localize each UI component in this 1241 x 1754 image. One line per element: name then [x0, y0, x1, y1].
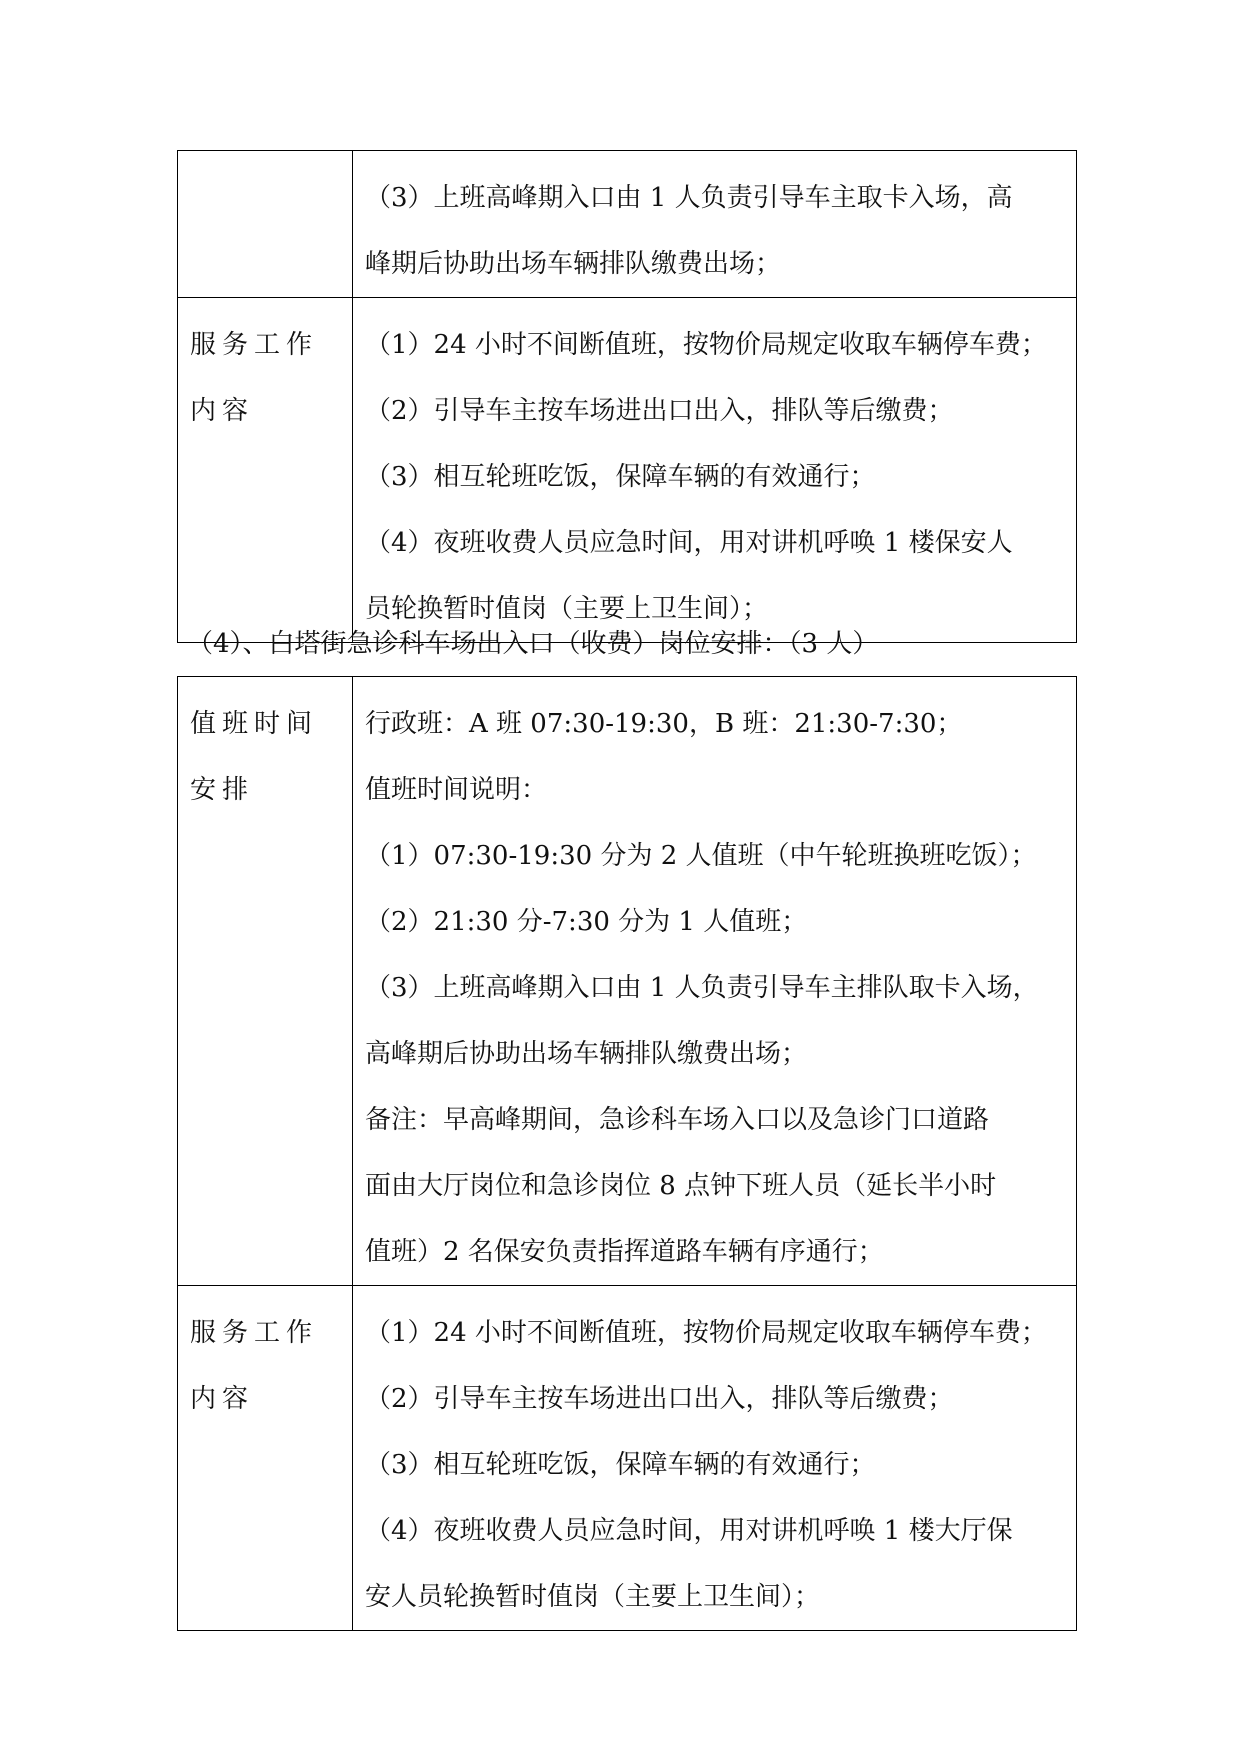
row-content-cell [353, 151, 1077, 298]
content-line: （3）相互轮班吃饭，保障车辆的有效通行； [365, 462, 876, 492]
duty-table-upper [177, 150, 1077, 643]
content-line: 安人员轮换暂时值岗（主要上卫生间）； [365, 1582, 821, 1612]
row-content-cell [353, 1286, 1077, 1631]
row-content-cell [353, 298, 1077, 643]
row-content-cell [353, 677, 1077, 1286]
table-row [178, 1286, 1077, 1631]
content-line: 行政班：A 班 07:30-19:30，B 班：21:30-7:30； [365, 709, 963, 739]
content-line: 高峰期后协助出场车辆排队缴费出场； [365, 1039, 808, 1069]
row-label-cell [178, 151, 353, 298]
content-line: （3）上班高峰期入口由 1 人负责引导车主取卡入场，高 [365, 183, 1013, 213]
content-line: （1）24 小时不间断值班，按物价局规定收取车辆停车费； [365, 1318, 1047, 1348]
duty-table-lower [177, 676, 1077, 1631]
row-label: 服务工作内容 [190, 1318, 319, 1414]
content-line: （4）夜班收费人员应急时间，用对讲机呼唤 1 楼大厅保 [365, 1516, 1013, 1546]
section-heading: （4）、白塔街急诊科车场出入口（收费）岗位安排：（3 人） [187, 629, 879, 659]
row-label-cell [178, 1286, 353, 1631]
content-line: （3）上班高峰期入口由 1 人负责引导车主排队取卡入场， [365, 973, 1039, 1003]
content-line: 值班时间说明： [365, 775, 548, 805]
content-line: （2）引导车主按车场进出口出入，排队等后缴费； [365, 1384, 954, 1414]
content-line: 备注：早高峰期间，急诊科车场入口以及急诊门口道路 [365, 1105, 990, 1135]
row-label: 值班时间安排 [190, 709, 319, 805]
content-line: （4）夜班收费人员应急时间，用对讲机呼唤 1 楼保安人 [365, 528, 1013, 558]
row-label: 服务工作内容 [190, 330, 319, 426]
content-line: （3）相互轮班吃饭，保障车辆的有效通行； [365, 1450, 876, 1480]
content-line: 面由大厅岗位和急诊岗位 8 点钟下班人员（延长半小时 [365, 1171, 997, 1201]
content-line: （2）21:30 分-7:30 分为 1 人值班； [365, 907, 808, 937]
table-row [178, 298, 1077, 643]
content-line: 值班）2 名保安负责指挥道路车辆有序通行； [365, 1237, 884, 1267]
content-line: 员轮换暂时值岗（主要上卫生间）； [365, 594, 769, 624]
row-label-cell [178, 298, 353, 643]
table-row [178, 677, 1077, 1286]
row-label-cell [178, 677, 353, 1286]
content-line: 峰期后协助出场车辆排队缴费出场； [365, 249, 782, 279]
table-row [178, 151, 1077, 298]
content-line: （2）引导车主按车场进出口出入，排队等后缴费； [365, 396, 954, 426]
content-line: （1）24 小时不间断值班，按物价局规定收取车辆停车费； [365, 330, 1047, 360]
content-line: （1）07:30-19:30 分为 2 人值班（中午轮班换班吃饭）； [365, 841, 1037, 871]
